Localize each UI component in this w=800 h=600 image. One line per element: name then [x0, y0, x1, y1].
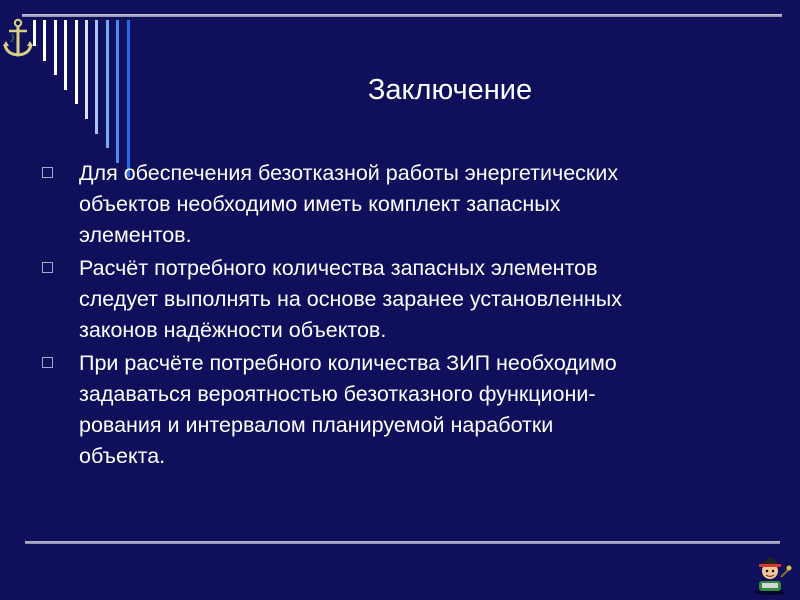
- hollow-square-icon: [42, 262, 53, 273]
- decorative-stripe: [75, 20, 78, 104]
- cartoon-character-icon: [748, 553, 794, 597]
- hollow-square-icon: [42, 357, 53, 368]
- bullet-item: [40, 158, 780, 251]
- bullet-line: объектов необходимо иметь комплект запасных: [79, 192, 561, 216]
- bullet-line: законов надёжности объектов.: [79, 318, 387, 342]
- bullet-item: [40, 253, 780, 346]
- decorative-stripe: [54, 20, 57, 75]
- decorative-stripe: [116, 20, 119, 163]
- bullet-line: следует выполнять на основе заранее установленных: [79, 287, 622, 311]
- bullet-line: Расчёт потребного количества запасных элементов: [79, 256, 598, 280]
- bullet-line: При расчёте потребного количества ЗИП необходимо: [79, 351, 617, 375]
- decorative-stripe: [95, 20, 98, 134]
- bullet-line: рования и интервалом планируемой наработки: [79, 413, 554, 437]
- anchor-icon: [2, 18, 34, 60]
- decorative-stripe: [85, 20, 88, 119]
- bullet-list: [40, 158, 780, 474]
- bottom-divider: [25, 541, 780, 544]
- decorative-stripe: [64, 20, 67, 90]
- decorative-stripe: [127, 20, 130, 177]
- bullet-line: задаваться вероятностью безотказного функциони-: [79, 382, 596, 406]
- bullet-line: элементов.: [79, 223, 192, 247]
- slide-title: Заключение: [367, 74, 533, 106]
- bullet-item: [40, 348, 780, 472]
- bullet-line: Для обеспечения безотказной работы энергетических: [79, 161, 619, 185]
- decorative-stripe: [106, 20, 109, 148]
- bullet-line: объекта.: [79, 444, 166, 468]
- decorative-stripe: [43, 20, 46, 61]
- hollow-square-icon: [42, 167, 53, 178]
